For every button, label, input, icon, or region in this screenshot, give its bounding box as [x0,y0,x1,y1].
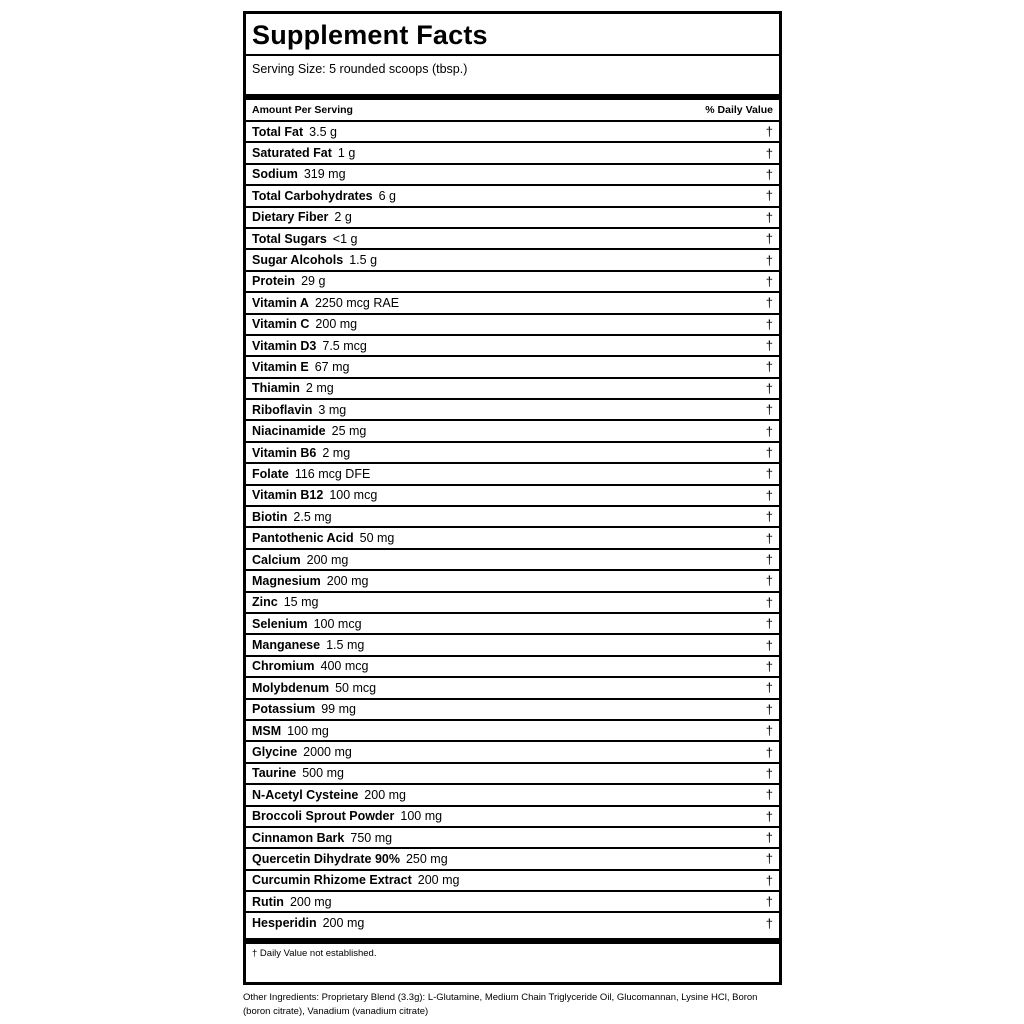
nutrient-amount: 25 mg [331,424,367,439]
dagger-mark: † [765,851,773,867]
nutrient-name: Vitamin A [252,295,309,310]
nutrient-name: Broccoli Sprout Powder [252,809,395,824]
dagger-mark: † [765,765,773,781]
nutrient-amount: 200 mg [322,916,365,931]
daily-value-label: % Daily Value [705,104,773,116]
dagger-mark: † [765,872,773,888]
nutrient-row [246,635,779,656]
nutrient-amount: 15 mg [283,595,319,610]
nutrient-amount: 1.5 g [349,253,378,268]
nutrient-row [246,250,779,271]
dagger-mark: † [765,145,773,161]
nutrient-row [246,315,779,336]
nutrient-row [246,464,779,485]
nutrient-name: Sugar Alcohols [252,253,344,268]
nutrient-amount: 1 g [337,146,356,161]
nutrient-row [246,807,779,828]
nutrient-name: Thiamin [252,381,300,396]
nutrient-name: Protein [252,274,296,289]
nutrient-row [246,913,779,932]
nutrient-row [246,229,779,250]
nutrient-amount: 2 mg [322,445,351,460]
nutrient-name: Magnesium [252,573,321,588]
nutrient-row [246,186,779,207]
nutrient-amount: 7.5 mcg [322,338,367,353]
dagger-mark: † [765,637,773,653]
nutrient-amount: 750 mg [350,830,393,845]
nutrient-row [246,571,779,592]
dagger-mark: † [765,338,773,354]
nutrient-row [246,143,779,164]
nutrient-name: Quercetin Dihydrate 90% [252,851,400,866]
nutrient-amount: 100 mcg [329,488,378,503]
nutrient-amount: 200 mg [326,573,369,588]
supplement-facts-panel [243,11,782,985]
dagger-mark: † [765,530,773,546]
nutrient-amount: 400 mcg [320,659,369,674]
nutrient-amount: 6 g [378,188,397,203]
nutrient-amount: 50 mcg [335,680,377,695]
nutrient-row [246,785,779,806]
nutrient-amount: 100 mcg [313,616,362,631]
nutrient-name: Total Sugars [252,231,327,246]
serving-size: Serving Size: 5 rounded scoops (tbsp.) [252,62,468,76]
nutrient-name: Molybdenum [252,680,330,695]
nutrient-amount: 319 mg [303,167,346,182]
dagger-mark: † [765,188,773,204]
nutrient-row [246,892,779,913]
dagger-mark: † [765,209,773,225]
nutrient-name: Calcium [252,552,301,567]
nutrient-amount: 200 mg [364,787,406,802]
nutrient-name: Sodium [252,167,298,182]
dagger-mark: † [765,808,773,824]
nutrient-name: Vitamin B12 [252,488,324,503]
nutrient-amount: 100 mg [400,809,443,824]
nutrient-amount: 3.5 g [309,124,337,139]
nutrient-name: Cinnamon Bark [252,830,345,845]
nutrient-row [246,443,779,464]
nutrient-name: Vitamin C [252,317,310,332]
dagger-mark: † [765,915,773,931]
nutrient-name: Riboflavin [252,402,313,417]
nutrient-amount: 200 mg [315,317,358,332]
nutrient-list [246,122,779,933]
dagger-mark: † [765,380,773,396]
nutrient-amount: 50 mg [359,531,395,546]
nutrient-row [246,614,779,635]
nutrient-row [246,871,779,892]
dagger-mark: † [765,509,773,525]
nutrient-amount: 116 mcg DFE [294,466,371,481]
nutrient-name: Total Fat [252,124,304,139]
nutrient-row [246,293,779,314]
nutrient-name: Manganese [252,638,321,653]
nutrient-name: N-Acetyl Cysteine [252,787,359,802]
nutrient-name: Vitamin B6 [252,445,317,460]
nutrient-name: MSM [252,723,282,738]
dagger-mark: † [765,252,773,268]
dagger-mark: † [765,744,773,760]
dagger-mark: † [765,402,773,418]
nutrient-amount: 500 mg [302,766,344,781]
other-ingredients: Other Ingredients: Proprietary Blend (3.3g): L-Glutamine, Medium Chain Triglyceride Oil, Glucomannan, Lysine HCl, Boron (boron citrate), Vanadium (vanadium citrate) [243,992,758,1017]
nutrient-name: Zinc [252,595,278,610]
nutrient-row [246,828,779,849]
nutrient-name: Dietary Fiber [252,210,329,225]
dagger-mark: † [765,295,773,311]
nutrient-amount: 2250 mcg RAE [314,295,400,310]
dagger-mark: † [765,273,773,289]
nutrient-row [246,507,779,528]
dagger-mark: † [765,359,773,375]
nutrient-amount: 1.5 mg [326,638,365,653]
nutrient-amount: 2.5 mg [293,509,332,524]
nutrient-amount: 2000 mg [303,745,352,760]
nutrient-row [246,486,779,507]
nutrient-name: Folate [252,466,289,481]
dagger-mark: † [765,231,773,247]
nutrient-row [246,764,779,785]
nutrient-row [246,528,779,549]
dagger-mark: † [765,316,773,332]
nutrient-row [246,122,779,143]
amount-per-serving-label: Amount Per Serving [252,104,353,116]
dagger-mark: † [765,894,773,910]
nutrient-amount: 2 g [334,210,352,225]
nutrient-name: Saturated Fat [252,146,332,161]
nutrient-name: Pantothenic Acid [252,531,354,546]
nutrient-row [246,165,779,186]
nutrient-name: Hesperidin [252,916,317,931]
nutrient-row [246,721,779,742]
nutrient-amount: 200 mg [289,894,332,909]
nutrient-amount: 200 mg [417,873,460,888]
nutrient-row [246,593,779,614]
nutrient-amount: 250 mg [405,851,448,866]
nutrient-row [246,421,779,442]
nutrient-name: Selenium [252,616,308,631]
nutrient-amount: 100 mg [287,723,329,738]
dagger-mark: † [765,787,773,803]
dagger-mark: † [765,573,773,589]
nutrient-name: Vitamin D3 [252,338,317,353]
dagger-mark: † [765,423,773,439]
dagger-mark: † [765,166,773,182]
dagger-mark: † [765,830,773,846]
dagger-mark: † [765,445,773,461]
nutrient-name: Potassium [252,702,316,717]
dagger-mark: † [765,616,773,632]
nutrient-amount: 29 g [301,274,326,289]
footnote: † Daily Value not established. [252,947,377,959]
nutrient-name: Total Carbohydrates [252,188,373,203]
dagger-mark: † [765,701,773,717]
nutrient-amount: 200 mg [306,552,349,567]
nutrient-amount: 67 mg [314,359,350,374]
nutrient-amount: 99 mg [321,702,356,717]
nutrient-name: Vitamin E [252,359,309,374]
nutrient-name: Taurine [252,766,297,781]
dagger-mark: † [765,594,773,610]
nutrient-name: Niacinamide [252,424,326,439]
dagger-mark: † [765,723,773,739]
nutrient-row [246,400,779,421]
column-header [246,100,779,122]
nutrient-row [246,849,779,870]
nutrient-amount: 3 mg [318,402,347,417]
nutrient-row [246,379,779,400]
nutrient-name: Curcumin Rhizome Extract [252,873,412,888]
nutrient-name: Biotin [252,509,288,524]
nutrient-row [246,550,779,571]
nutrient-amount: <1 g [332,231,358,246]
panel-title: Supplement Facts [246,14,779,56]
nutrient-name: Rutin [252,894,284,909]
nutrient-row [246,208,779,229]
nutrient-row [246,678,779,699]
dagger-mark: † [765,658,773,674]
dagger-mark: † [765,466,773,482]
dagger-mark: † [765,552,773,567]
dagger-mark: † [765,680,773,696]
nutrient-name: Glycine [252,745,298,760]
nutrient-row [246,742,779,763]
nutrient-row [246,357,779,378]
nutrient-row [246,700,779,721]
dagger-mark: † [765,487,773,503]
nutrient-row [246,272,779,293]
nutrient-name: Chromium [252,659,315,674]
nutrient-amount: 2 mg [305,381,334,396]
nutrient-row [246,336,779,357]
dagger-mark: † [765,124,773,140]
nutrient-row [246,657,779,678]
